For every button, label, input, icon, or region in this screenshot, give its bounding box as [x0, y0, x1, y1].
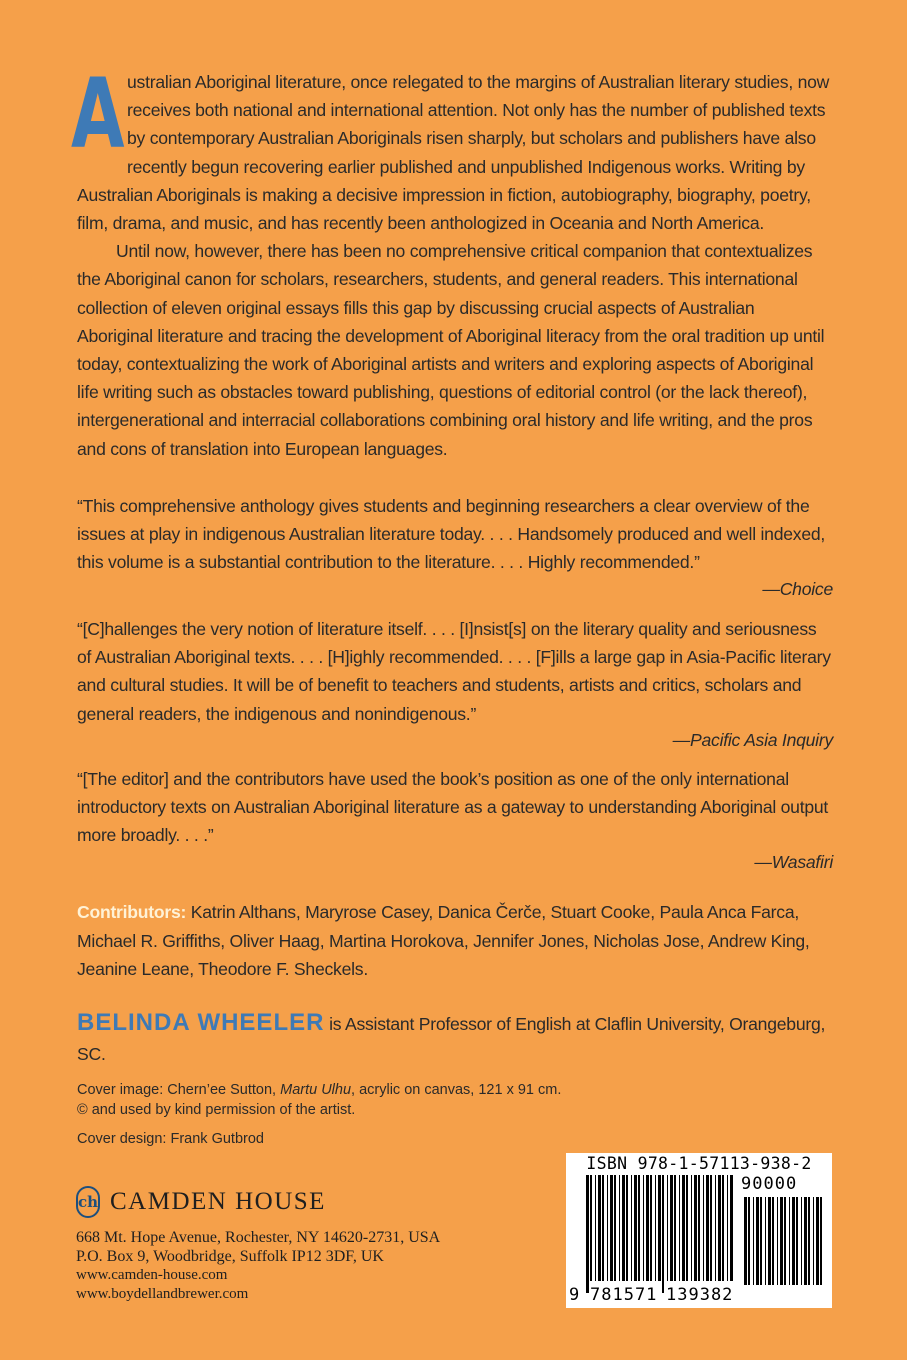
ean-lead-digit: 9 — [569, 1285, 581, 1305]
author-description: is Assistant Professor of English at Claflin University, Orangeburg, SC. — [77, 1014, 826, 1064]
description-paragraph-2: Until now, however, there has been no comprehensive critical companion that contextualizes the Aboriginal canon for scholars, researchers, students, and general readers. This international collection of eleven original essays fills this gap by discussing crucial aspects of Australian Aboriginal literature and tracing the development of Aboriginal literacy from the oral tradition up until today, contextualizing the work of Aboriginal artists and writers and exploring aspects of Aboriginal life writing such as obstacles toward publishing, questions of editorial control (or the lack thereof), intergenerational and interracial collaborations combining oral history and life writing, and the pros and cons of translation into European languages. — [77, 241, 825, 459]
drop-cap: A — [71, 58, 125, 170]
contributors-names: Katrin Althans, Maryrose Casey, Danica Čerče, Stuart Cooke, Paula Anca Farca, Michael R. Griffiths, Oliver Haag, Martina Horokova, Jennifer Jones, Nicholas Jose, Andrew King, Jeanine Leane, Theodore F. Sheckels. — [77, 902, 810, 979]
author-bio — [77, 1008, 857, 1069]
artwork-title: Martu Ulhu — [280, 1082, 352, 1098]
ean-barcode-icon — [586, 1175, 736, 1293]
publisher-logo — [76, 1185, 326, 1219]
credit-prefix: Cover image: Chern’ee Sutton, — [77, 1082, 281, 1098]
paragraph-1-text: ustralian Aboriginal literature, once relegated to the margins of Australian literary studies, now receives both national and international attention. Not only has the number of published texts by contemporary Australian Aboriginals risen sharply, but scholars and publishers have also recently begun recovering earlier published and unpublished Indigenous works. Writing by Australian Aboriginals is making a decisive impression in fiction, autobiography, biography, poetry, film, drama, and music, and has recently been anthologized in Oceania and North America. — [77, 72, 830, 234]
cover-design-credit: Cover design: Frank Gutbrod — [77, 1131, 264, 1147]
review-text: “[The editor] and the contributors have used the book’s position as one of the only international introductory texts on Australian Aboriginal literature as a gateway to understanding Aboriginal output more broadly. . . .” — [77, 769, 829, 846]
isbn-barcode — [566, 1153, 832, 1308]
review-source: —Wasafiri — [754, 851, 833, 872]
permission-note: © and used by kind permission of the artist. — [77, 1102, 356, 1118]
contributors-label: Contributors: — [77, 902, 187, 922]
camden-house-logo-icon: ch — [76, 1186, 100, 1218]
review-text: “[C]hallenges the very notion of literature itself. . . . [I]nsist[s] on the literary quality and seriousness of Australian Aboriginal texts. . . . [H]ighly recommended. . . . [F]ills a large gap in Asia-Pacific literary and cultural studies. It will be of benefit to teachers and students, artists and critics, scholars and general readers, the indigenous and nonindigenous.” — [77, 619, 831, 724]
publisher-name: CAMDEN HOUSE — [110, 1188, 326, 1215]
website-camden: www.camden-house.com — [76, 1267, 228, 1283]
website-boydell: www.boydellandbrewer.com — [76, 1286, 249, 1302]
ean-group-1: 781571 — [590, 1285, 658, 1305]
ean-group-2: 139382 — [666, 1285, 734, 1305]
publisher-address — [76, 1228, 516, 1304]
review-source: —Pacific Asia Inquiry — [672, 729, 833, 750]
cover-credits — [77, 1080, 677, 1149]
address-line-uk: P.O. Box 9, Woodbridge, Suffolk IP12 3DF, UK — [76, 1248, 384, 1265]
price-code: 90000 — [741, 1174, 798, 1194]
review-quote-3 — [77, 765, 833, 874]
credit-suffix: , acrylic on canvas, 121 x 91 cm. — [351, 1082, 562, 1098]
author-name: BELINDA WHEELER — [77, 1009, 325, 1036]
review-quote-1 — [77, 492, 833, 601]
review-quote-2 — [77, 615, 833, 752]
cover-image-credit — [77, 1080, 677, 1100]
contributors — [77, 898, 837, 984]
review-text: “This comprehensive anthology gives students and beginning researchers a clear overview of the issues at play in indigenous Australian literature today. . . . Handsomely produced and well indexed, this volume is a substantial contribution to the literature. . . . Highly recommended.” — [77, 496, 826, 573]
review-source: —Choice — [762, 578, 833, 599]
description-paragraph-1 — [71, 58, 833, 237]
addon-barcode-icon — [744, 1197, 826, 1291]
description — [71, 58, 833, 463]
address-line-us: 668 Mt. Hope Avenue, Rochester, NY 14620-2731, USA — [76, 1229, 441, 1246]
isbn-text: ISBN 978-1-57113-938-2 — [586, 1154, 812, 1173]
